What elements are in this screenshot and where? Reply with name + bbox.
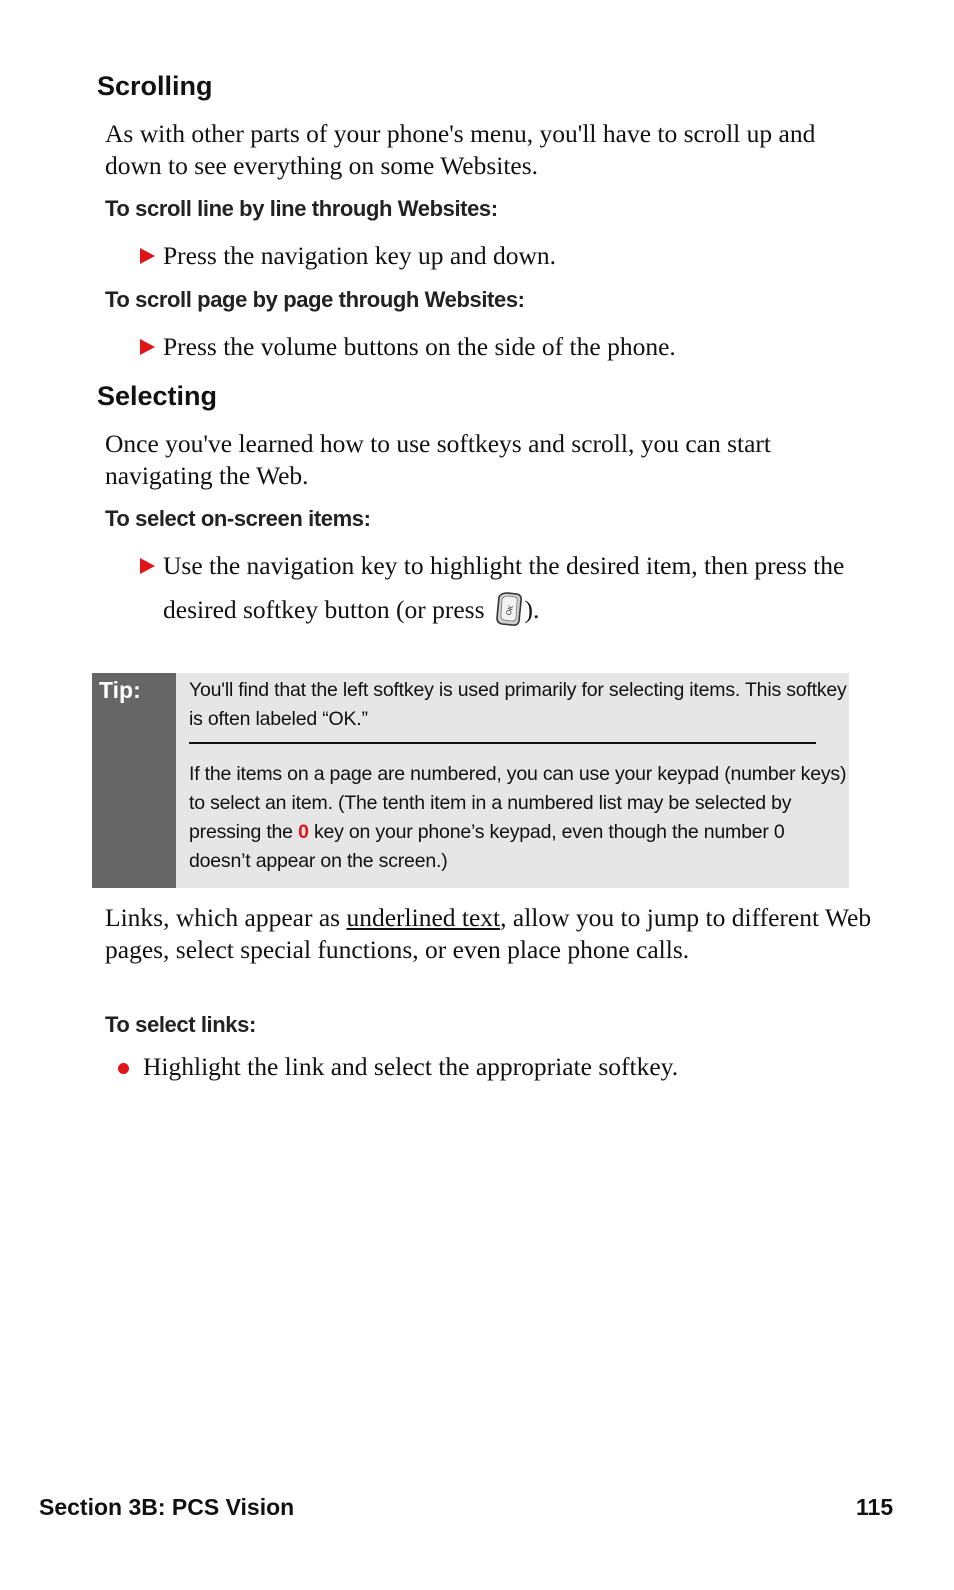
select-links-heading: To select links: [105, 1012, 256, 1037]
bullet-dot-icon [118, 1063, 129, 1074]
step-arrow-icon [140, 248, 155, 264]
select-items-heading: To select on-screen items: [105, 506, 371, 531]
tip-label: Tip: [99, 677, 141, 703]
page-number: 115 [856, 1494, 894, 1520]
links-intro: Links, which appear as underlined text, allow you to jump to different Web pages, select special functions, or even place phone calls. [105, 903, 872, 964]
step-arrow-icon [140, 339, 155, 355]
scroll-line-step-text: Press the navigation key up and down. [163, 241, 557, 270]
scroll-line-step [140, 234, 870, 278]
scroll-line-heading: To scroll line by line through Websites: [105, 196, 498, 221]
tip-paragraph-1: You'll find that the left softkey is used primarily for selecting items. This softkey is often labeled “OK.” [189, 679, 847, 730]
scroll-page-step [140, 325, 870, 369]
scrolling-heading: Scrolling [97, 71, 213, 101]
select-items-step-text: Use the navigation key to highlight the desired item, then press the desired softkey button (or press OK ). [163, 544, 870, 632]
tip-paragraph-2: If the items on a page are numbered, you can use your keypad (number keys) to select an item. (The tenth item in a numbered list may be selected by pressing the 0 key on your phone’s keypad, even though the number 0 doesn’t appear on the screen.) [189, 763, 847, 872]
select-links-step: Highlight the link and select the appropriate softkey. [143, 1052, 679, 1081]
footer-section-title: Section 3B: PCS Vision [39, 1494, 295, 1520]
selecting-heading: Selecting [97, 381, 218, 411]
svg-text:OK: OK [505, 604, 515, 617]
underlined-text-example: underlined text [346, 903, 501, 932]
scrolling-intro: As with other parts of your phone's menu, you'll have to scroll up and down to see everything on some Websites. [105, 119, 816, 180]
tip-sidebar [92, 673, 176, 888]
step-arrow-icon [140, 558, 155, 574]
selecting-intro: Once you've learned how to use softkeys and scroll, you can start navigating the Web. [105, 429, 771, 490]
select-items-step [140, 544, 870, 632]
tip-divider [189, 742, 816, 744]
scroll-page-heading: To scroll page by page through Websites: [105, 287, 525, 312]
ok-key-icon [495, 591, 523, 627]
zero-key-label: 0 [298, 821, 309, 843]
scroll-page-step-text: Press the volume buttons on the side of the phone. [163, 332, 676, 361]
tip-box [92, 673, 849, 888]
